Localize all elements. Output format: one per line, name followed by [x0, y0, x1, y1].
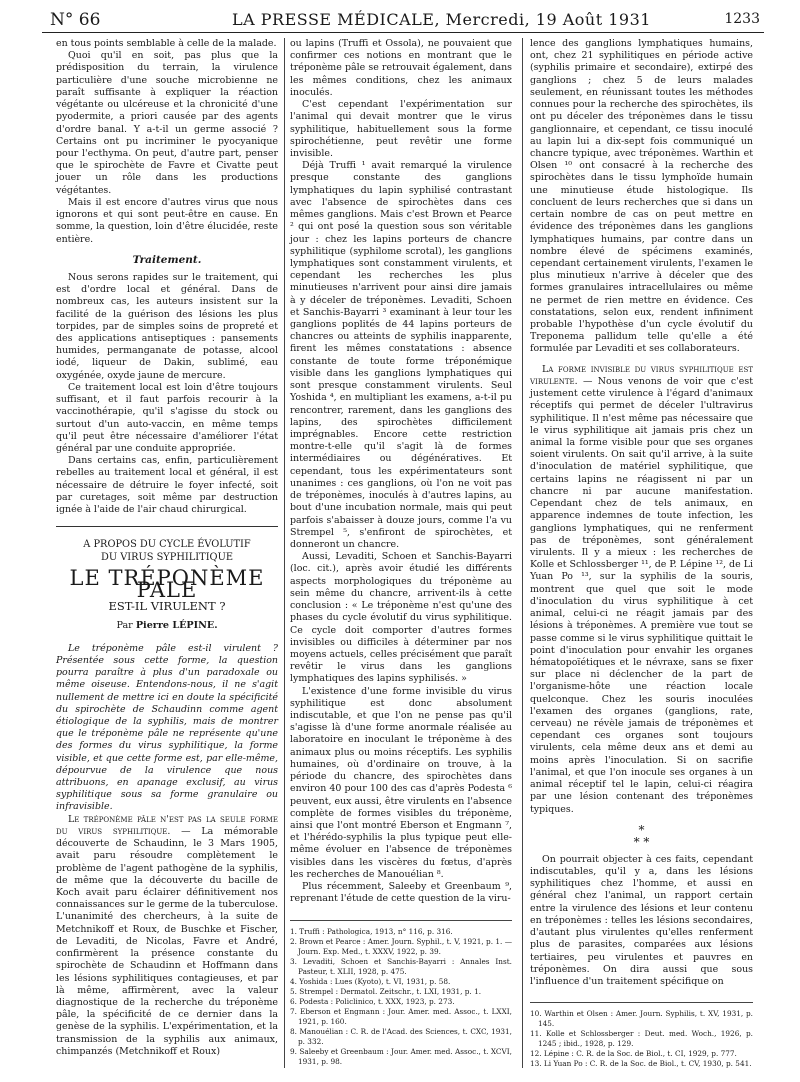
footnote: 10. Warthin et Olsen : Amer. Journ. Syphilis, t. XV, 1931, p. 145. [530, 1009, 753, 1029]
paragraph: lence des ganglions lymphatiques humains, ont, chez 21 syphilitiques en période active (syphilis primaire et secondaire), extirpé des ganglions ; chez 5 de leurs malades seulement, en réunissant toutes les méthodes connues pour la recherche des spirochètes, ils ont pu déceler des tréponèmes dans le tissu ganglionnaire, et cependant, ce tissu inoculé au lapin lui a dix-sept fois communiqué un chancre typique, avec tréponèmes. Warthin et Olsen ¹⁰ ont consacré à la recherche des spirochètes dans le tissu lymphoïde humain une minutieuse étude histologique. Ils concluent de leurs recherches que si dans un certain nombre de cas on peut mettre en évidence des tréponèmes dans les ganglions lymphatiques humains, par contre dans un nombre élevé de spécimens examinés, cependant certainement virulents, l'examen le plus minutieux n'arrive à déceler que des formes granulaires intracellulaires ou même ne permet de rien mettre en évidence. Ces constatations, selon eux, rendent infiniment probable l'hypothèse d'un cycle évolutif du Treponema pallidum telle qu'elle a été formulée par Levaditi et ses collaborateurs. [530, 38, 753, 355]
page-number: 1233 [724, 11, 760, 27]
paragraph: en tous points semblable à celle de la malade. [56, 38, 277, 49]
paragraph: Nous serons rapides sur le traitement, qui est d'ordre local et général. Dans de nombreux cas, les auteurs insistent sur la facilité de la guérison des lésions les plus torpides, par de simples soins de propreté et des applications antiseptiques : pansements humides, permanganate de potasse, alcool iodé, liqueur de Dakin, sublimé, eau oxygénée, oxyde jaune de mercure. [56, 271, 278, 381]
footnote: 5. Strempel : Dermatol. Zeitschr., t. LXI, 1931, p. 1. [290, 986, 482, 996]
running-header [42, 8, 764, 33]
article-subtitle: EST-IL VIRULENT ? [108, 599, 226, 614]
paragraph: On pourrait objecter à ces faits, cependant indiscutables, qu'il y a, dans les lésions syphilitiques chez l'homme, et aussi en général chez l'animal, un rapport certain entre la virulence des lésions et leur contenu en tréponèmes : telles les lésions secondaires, d'autant plus virulentes qu'elles renferment plus de parasites, comparées aux lésions tertiaires, peu virulentes et pauvres en tréponèmes. On dira aussi que sous l'influence d'un traitement spécifique on [530, 853, 753, 987]
author-name: Pierre LÉPINE. [135, 620, 218, 632]
byline [56, 620, 278, 632]
paragraph: Mais il est encore d'autres virus que nous ignorons et qui sont peut-être en cause. En somme, la question, loin d'être élucidée, reste entière. [56, 196, 278, 245]
footnote: 6. Podesta : Policlinico, t. XXX, 1923, p. 273. [290, 996, 455, 1006]
asterisk-top: * [638, 822, 645, 837]
paragraph: Dans certains cas, enfin, particulièrement rebelles au traitement local et général, il est nécessaire de détruire le foyer infecté, soit par curetages, soit même par destruction ignée à l'aide de l'air chaud chirurgical. [56, 455, 278, 516]
paragraph [56, 814, 278, 1058]
paragraph: ou lapins (Truffi et Ossola), ne pouvaient que confirmer ces notions en montrant que le tréponème pâle se retrouvait également, dans les mêmes conditions, chez les animaux inoculés. [290, 38, 512, 98]
paragraph: Plus récemment, Saleeby et Greenbaum ⁹, reprenant l'étude de cette question de la viru- [290, 881, 512, 905]
paragraph: Ce traitement local est loin d'être toujours suffisant, et il faut parfois recourir à la vaccinothérapie, qu'il s'agisse du stock ou surtout d'un auto-vaccin, en même temps qu'il peut être nécessaire d'améliorer l'état général par une conduite appropriée. [56, 381, 278, 454]
footnote: 12. Lépine : C. R. de la Soc. de Biol., t. CI, 1929, p. 777. [530, 1049, 737, 1059]
journal-masthead: LA PRESSE MÉDICALE, Mercredi, 19 Août 1931 [232, 10, 651, 29]
footnote: 11. Kolle et Schlossberger : Deut. med. Woch., 1926, p. 1245 ; ibid., 1928, p. 129. [530, 1029, 753, 1049]
footnote: 3. Levaditi, Schoen et Sanchis-Bayarri : Annales Inst. Pasteur, t. XLII, 1928, p. 475. [290, 956, 512, 976]
column-3 [530, 38, 753, 1069]
paragraph: Déjà Truffi ¹ avait remarqué la virulence presque constante des ganglions lymphatiques du lapin syphilisé contrastant avec l'absence de spirochètes dans ces mêmes ganglions. Mais c'est Brown et Pearce ² qui ont posé la question sous son véritable jour : chez les lapins porteurs de chancre syphilitique (syphilome scrotal), les ganglions lymphatiques sont constamment virulents, et cependant les recherches les plus minutieuses n'arrivent pour ainsi dire jamais à y déceler de tréponèmes. Levaditi, Schoen et Sanchis-Bayarri ³ examinant à leur tour les ganglions poplités de 44 lapins porteurs de chancres ou atteints de syphilis inapparente, firent les mêmes constatations : absence constante de toute forme tréponémique visible dans les ganglions lymphatiques qui sont presque constamment virulents. Seul Yoshida ⁴, en multipliant les examens, a-t-il pu rencontrer, rarement, dans les ganglions des lapins, des spirochètes difficilement imprégnables. Encore cette restriction montre-t-elle qu'il s'agit là de formes intermédiaires ou dégénératives. Et cependant, tous les expérimentateurs sont unanimes : ces ganglions, où l'on ne voit pas de tréponèmes, inoculés à d'autres lapins, au bout d'une incubation normale, mais qui peut parfois s'abaisser à douze jours, comme l'a vu Strempel ⁵, s'enfiront de spirochètes, et donneront un chancre. [290, 160, 512, 550]
section-heading: Traitement. [132, 253, 202, 266]
footnote: 7. Eberson et Engmann : Jour. Amer. med. Assoc., t. LXXI, 1921, p. 160. [290, 1006, 512, 1026]
issue-number: N° 66 [50, 10, 101, 30]
column-1 [56, 38, 278, 1058]
footnote: 9. Saleeby et Greenbaum : Jour. Amer. med. Assoc., t. XCVI, 1931, p. 98. [290, 1046, 512, 1066]
paragraph: Aussi, Levaditi, Schoen et Sanchis-Bayarri (loc. cit.), après avoir étudié les différents aspects morphologiques du tréponème au sein même du chancre, arrivent-ils à cette conclusion : « Le tréponème n'est qu'une des phases du cycle évolutif du virus syphilitique. Ce cycle doit comporter d'autres formes invisibles ou difficiles à déterminer par nos moyens actuels, celles précisément que paraît revêtir le virus dans les ganglions lymphatiques des lapins syphilisés. » [290, 551, 512, 685]
paragraph-lead: La forme invisible du virus syphilitique est virulente. [530, 363, 753, 387]
byline-prefix: Par [116, 620, 133, 632]
paragraph: L'existence d'une forme invisible du virus syphilitique est donc absolument indiscutable, et que l'on ne pense pas qu'il s'agisse là d'une forme anormale réalisée au laboratoire en inoculant le tréponème à des animaux plus ou moins réceptifs. Les syphilis humaines, où d'ordinaire on trouve, à la période du chancre, des spirochètes dans environ 40 pour 100 des cas d'après Podesta ⁶ peuvent, eux aussi, être virulents en l'absence complète de formes visibles du tréponème, ainsi que l'ont montré Eberson et Engmann ⁷, et l'hérédo-syphilis la plus typique peut elle-même évoluer en l'absence de tréponèmes visibles dans les viscères du fœtus, d'après les recherches de Manouélian ⁸. [290, 685, 512, 880]
footnote: 2. Brown et Pearce : Amer. Journ. Syphil., t. V, 1921, p. 1. — Journ. Exp. Med., t. XXXV, 1922, p. 39. [290, 936, 512, 956]
section-break-asterisks [530, 824, 753, 848]
column-rule [522, 38, 523, 1068]
asterisk-pair: * * [633, 834, 650, 849]
footnote: 8. Manouélian : C. R. de l'Acad. des Sciences, t. CXC, 1931, p. 332. [290, 1026, 512, 1046]
footnote: 4. Yoshida : Lues (Kyoto), t. VI, 1931, p. 58. [290, 976, 451, 986]
column-2 [290, 38, 512, 1067]
article-divider [56, 526, 278, 527]
column-rule [284, 38, 285, 1068]
paragraph-lead: Le tréponème pâle n'est pas la seule forme du virus syphilitique. [56, 813, 278, 837]
footnote: 1. Truffi : Pathologica, 1913, n° 116, p. 316. [290, 926, 453, 936]
article-kicker: DU VIRUS SYPHILITIQUE [100, 551, 234, 563]
article-title: LE TRÉPONÈME PALE [69, 565, 265, 602]
paragraph-body: — Nous venons de voir que c'est justement cette virulence à l'égard d'animaux réceptifs qui permet de déceler l'ultravirus syphilitique. Il n'est même pas nécessaire que le virus syphilitique ait jamais pris chez un animal la forme visible pour que ses organes soient virulents. On sait qu'il arrive, à la suite d'inoculation de matériel syphilitique, que certains lapins ne réagissent ni par un chancre ni par aucune manifestation. Cependant chez de tels animaux, en apparence indemnes de toute infection, les ganglions lymphatiques, qui ne renferment pas de tréponèmes, sont généralement virulents. Il y a mieux : les recherches de Kolle et Schlossberger ¹¹, de P. Lépine ¹², de Li Yuan Po ¹³, sur la syphilis de la souris, montrent que quel que soit le mode d'inoculation du virus syphilitique à cet animal, celui-ci ne réagit jamais par des lésions à tréponèmes. A première vue tout se passe comme si le virus syphilitique quittait le point d'inoculation pour envahir les organes hématopoïétiques et le névraxe, sans se fixer sur place ni déclencher de la part de l'organisme-hôte une réaction locale quelconque. Chez les souris inoculées l'examen des organes (ganglions, rate, cerveau) ne révèle jamais de tréponèmes et cependant ces organes sont toujours virulents, cela même deux ans et demi au moins après l'inoculation. Si on sacrifie l'animal, et que l'on inocule ses organes à un animal réceptif tel le lapin, celui-ci réagira par une lésion contenant des tréponèmes typiques. [530, 375, 753, 815]
footnotes [530, 1002, 753, 1069]
footnotes [290, 920, 512, 1067]
paragraph: C'est cependant l'expérimentation sur l'animal qui devait montrer que le virus syphilitique, habituellement sous la forme spirochétienne, peut revêtir une forme invisible. [290, 99, 512, 159]
footnote: 13. Li Yuan Po : C. R. de la Soc. de Biol., t. CV, 1930, p. 541. [530, 1059, 752, 1069]
paragraph: Le tréponème pâle est-il virulent ? Présentée sous cette forme, la question pourra paraître à plus d'un paradoxale ou même oiseuse. Entendons-nous, il ne s'agit nullement de mettre ici en doute la spécificité du spirochète de Schaudinn comme agent étiologique de la syphilis, mais de montrer que le tréponème pâle ne représente qu'une des formes du virus syphilitique, la forme visible, et que cette forme est, par elle-même, dépourvue de la virulence que nous attribuons, en apanage exclusif, au virus syphilitique sous sa forme granulaire ou infravisible. [56, 642, 278, 813]
paragraph [530, 364, 753, 816]
article-kicker: A PROPOS DU CYCLE ÉVOLUTIF [83, 539, 251, 551]
paragraph-body: — La mémorable découverte de Schaudinn, le 3 Mars 1905, avait paru résoudre complètement le problème de l'agent pathogène de la syphilis, de même que la découverte du bacille de Koch avait paru éclairer définitivement nos connaissances sur le germe de la tuberculose. L'unanimité des chercheurs, à la suite de Metchnikoff et Roux, de Buschke et Fischer, de Levaditi, de Nicolas, Favre et André, confirmèrent la présence constante du spirochète de Schaudinn et Hoffmann dans les lésions syphilitiques contagieuses, et par là même, affirmèrent, avec la valeur diagnostique de la recherche du tréponème pâle, la spécificité de ce dernier dans la genèse de la syphilis. L'expérimentation, et la transmission de la syphilis aux animaux, chimpanzés (Metchnikoff et Roux) [56, 825, 278, 1057]
paragraph: Quoi qu'il en soit, pas plus que la prédisposition du terrain, la virulence particulière d'une souche microbienne ne paraît suffisante à expliquer la réaction végétante ou ulcéreuse et la chronicité d'une pyodermite, a priori causée par des agents d'ordre banal. Y a-t-il un germe associé ? Certains ont pu incriminer le pyocyanique pour l'ecthyma. On peut, d'autre part, penser que le spirochète de Favre et Civatte peut jouer un rôle dans les productions végétantes. [56, 50, 278, 196]
